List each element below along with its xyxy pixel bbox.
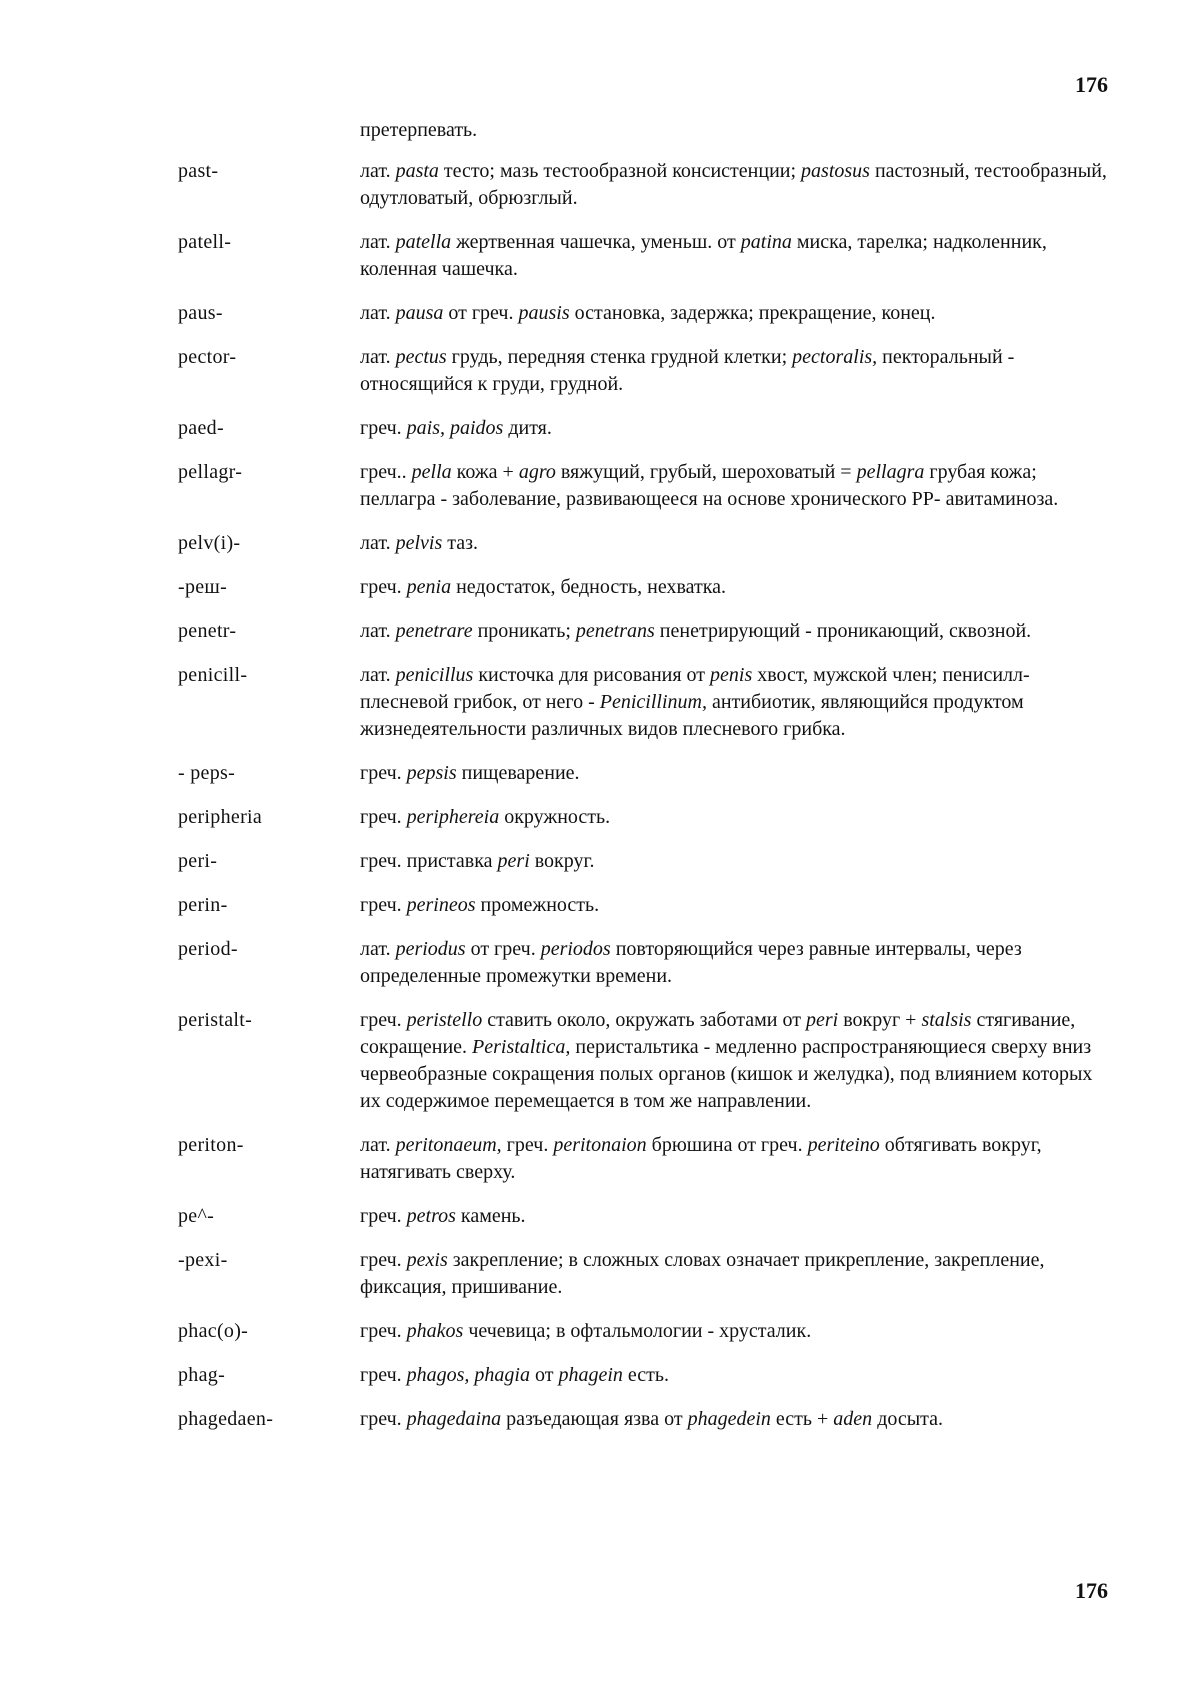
definition-text: лат. xyxy=(360,302,396,324)
entry-definition xyxy=(360,760,1108,787)
definition-text: остановка, задержка; прекращение, конец. xyxy=(569,302,936,324)
definition-latin-term: peri xyxy=(497,850,530,872)
definition-text: жертвенная чашечка, уменьш. от xyxy=(451,231,741,253)
page-number-top: 176 xyxy=(1075,72,1108,97)
entry-term: - peps- xyxy=(178,762,236,784)
definition-text: греч. xyxy=(360,1009,407,1031)
definition-latin-term: agro xyxy=(518,461,556,483)
definition-text: вяжущий, грубый, шероховатый = xyxy=(555,461,857,483)
definition-text: таз. xyxy=(442,532,478,554)
definition-text: разъедающая язва от xyxy=(501,1408,688,1430)
definition-latin-term: pectus xyxy=(395,346,447,368)
definition-text: греч. xyxy=(360,806,407,828)
dictionary-entry xyxy=(178,1318,1108,1345)
definition-text: греч. xyxy=(360,1249,407,1271)
definition-latin-term: pausa xyxy=(395,302,444,324)
entry-definition xyxy=(360,618,1108,645)
entry-term: -pexi- xyxy=(178,1249,228,1271)
definition-text: лат. xyxy=(360,1134,396,1156)
definition-text: вокруг + xyxy=(838,1009,922,1031)
definition-text: грудь, передняя стенка грудной клетки; xyxy=(446,346,793,368)
entry-definition xyxy=(360,1203,1108,1230)
entry-definition xyxy=(360,936,1108,990)
definition-latin-term: peritonaeum, xyxy=(395,1134,502,1156)
definition-text: греч. xyxy=(360,1408,407,1430)
definition-text: антибиотик, являющийся продуктом жизнедеятельности различных видов плесневого грибка. xyxy=(360,691,1024,740)
definition-text: лат. xyxy=(360,664,396,686)
entry-definition xyxy=(360,804,1108,831)
dictionary-entry xyxy=(178,1132,1108,1186)
definition-text: ставить около, окружать заботами от xyxy=(482,1009,806,1031)
entry-definition xyxy=(360,1007,1108,1115)
entry-term: pelv(i)- xyxy=(178,532,241,554)
definition-text: кожа + xyxy=(451,461,519,483)
entry-definition xyxy=(360,1132,1108,1186)
entry-term: period- xyxy=(178,938,238,960)
definition-latin-term: pexis xyxy=(406,1249,448,1271)
definition-text: пенетрирующий - проникающий, сквозной. xyxy=(654,620,1032,642)
definition-text: обтягивать вокруг, натягивать сверху. xyxy=(360,1134,1042,1183)
entry-term: peri- xyxy=(178,850,218,872)
entry-term: pe^- xyxy=(178,1205,215,1227)
entry-definition xyxy=(360,300,1108,327)
entry-term: pellagr- xyxy=(178,461,243,483)
definition-latin-term: perineos xyxy=(406,894,476,916)
definition-text: пекторальный - относящийся к груди, грудной. xyxy=(360,346,1015,395)
entry-list xyxy=(178,158,1108,1433)
entry-definition xyxy=(360,892,1108,919)
definition-text: чечевица; в офтальмологии - хрусталик. xyxy=(463,1320,812,1342)
definition-text: вокруг. xyxy=(529,850,595,872)
definition-text: от греч. xyxy=(443,302,519,324)
definition-latin-term: penetrans xyxy=(575,620,655,642)
definition-latin-term: Peristaltica, xyxy=(472,1036,571,1058)
entry-definition xyxy=(360,662,1108,743)
dictionary-entry xyxy=(178,344,1108,398)
entry-definition xyxy=(360,530,1108,557)
definition-latin-term: aden xyxy=(833,1408,873,1430)
definition-text: лат. xyxy=(360,620,396,642)
page-number-bottom: 176 xyxy=(1075,1578,1108,1603)
entry-definition xyxy=(360,1247,1108,1301)
definition-latin-term: penicillus xyxy=(395,664,474,686)
definition-latin-term: periteino xyxy=(807,1134,880,1156)
entry-term: peristalt- xyxy=(178,1009,253,1031)
dictionary-entry xyxy=(178,300,1108,327)
definition-text: дитя. xyxy=(503,417,552,439)
definition-text: греч. xyxy=(360,1320,407,1342)
definition-latin-term: petros xyxy=(406,1205,456,1227)
entry-term: perin- xyxy=(178,894,228,916)
dictionary-entry xyxy=(178,760,1108,787)
definition-text: повторяющийся через равные интервалы, через определенные промежутки времени. xyxy=(360,938,1022,987)
definition-latin-term: periphereia xyxy=(406,806,500,828)
entry-term: past- xyxy=(178,160,219,182)
definition-text: лат. xyxy=(360,346,396,368)
dictionary-entry xyxy=(178,848,1108,875)
definition-text: проникать; xyxy=(472,620,576,642)
definition-text: окружность. xyxy=(499,806,611,828)
entry-definition xyxy=(360,415,1108,442)
definition-latin-term: peristello xyxy=(406,1009,483,1031)
definition-text: миска, тарелка; надколенник, коленная чашечка. xyxy=(360,231,1047,280)
dictionary-entry xyxy=(178,229,1108,283)
entry-term: phagedaen- xyxy=(178,1408,274,1430)
definition-text: от греч. xyxy=(465,938,541,960)
definition-latin-term: pellagra xyxy=(856,461,925,483)
entry-definition xyxy=(360,1318,1108,1345)
definition-text: лат. xyxy=(360,231,396,253)
entry-term: penicill- xyxy=(178,664,248,686)
entry-definition xyxy=(360,344,1108,398)
dictionary-entry xyxy=(178,1247,1108,1301)
continuation-text: претерпевать. xyxy=(360,119,478,141)
dictionary-entry xyxy=(178,459,1108,513)
definition-text: тесто; мазь тестообразной консистенции; xyxy=(438,160,802,182)
dictionary-entry xyxy=(178,936,1108,990)
dictionary-entries xyxy=(178,117,1108,1450)
definition-latin-term: patella xyxy=(395,231,452,253)
entry-term: paed- xyxy=(178,417,224,439)
definition-text: кисточка для рисования от xyxy=(473,664,711,686)
definition-text: брюшина от греч. xyxy=(646,1134,808,1156)
definition-latin-term: periodos xyxy=(540,938,611,960)
definition-latin-term: patina xyxy=(740,231,792,253)
definition-text: греч. xyxy=(360,1205,407,1227)
entry-definition xyxy=(360,158,1108,212)
definition-text: промежность. xyxy=(475,894,600,916)
entry-term: patell- xyxy=(178,231,232,253)
definition-text: греч. xyxy=(360,417,407,439)
dictionary-entry xyxy=(178,530,1108,557)
definition-text: есть + xyxy=(770,1408,834,1430)
definition-text: греч. xyxy=(501,1134,554,1156)
entry-term: peripheria xyxy=(178,806,263,828)
definition-text: греч. приставка xyxy=(360,850,498,872)
dictionary-entry xyxy=(178,662,1108,743)
entry-definition xyxy=(360,1406,1108,1433)
definition-latin-term: penis xyxy=(710,664,753,686)
definition-latin-term: peritonaion xyxy=(553,1134,647,1156)
dictionary-entry xyxy=(178,804,1108,831)
definition-latin-term: pastosus xyxy=(801,160,870,182)
definition-latin-term: phagein xyxy=(558,1364,623,1386)
definition-latin-term: pausis xyxy=(518,302,570,324)
definition-latin-term: pepsis xyxy=(406,762,457,784)
definition-text: от xyxy=(529,1364,559,1386)
definition-text: лат. xyxy=(360,160,396,182)
definition-latin-term: phagos, phagia xyxy=(406,1364,530,1386)
dictionary-entry xyxy=(178,1362,1108,1389)
dictionary-entry xyxy=(178,892,1108,919)
definition-text: хвост, мужской член; пенисилл- плесневой грибок, от него - xyxy=(360,664,1030,713)
entry-term: phac(o)- xyxy=(178,1320,249,1342)
entry-term: pector- xyxy=(178,346,237,368)
definition-text: лат. xyxy=(360,938,396,960)
definition-text: камень. xyxy=(455,1205,526,1227)
definition-text: есть. xyxy=(622,1364,670,1386)
definition-latin-term: pectoralis, xyxy=(792,346,878,368)
entry-term: paus- xyxy=(178,302,223,324)
dictionary-entry xyxy=(178,574,1108,601)
definition-text: перистальтика - медленно распространяющиеся сверху вниз червеобразные сокращения полых органов (кишок и желудка), под влиянием которых их содержимое перемещается в том же направлении. xyxy=(360,1036,1093,1112)
entry-definition xyxy=(360,229,1108,283)
definition-latin-term: pais, paidos xyxy=(406,417,504,439)
definition-text: стягивание, сокращение. xyxy=(360,1009,1076,1058)
definition-text: пастозный, тестообразный, одутловатый, обрюзглый. xyxy=(360,160,1107,209)
entry-definition xyxy=(360,459,1108,513)
entry-term: periton- xyxy=(178,1134,244,1156)
definition-latin-term: pella xyxy=(411,461,452,483)
definition-text: греч. xyxy=(360,762,407,784)
entry-definition xyxy=(360,1362,1108,1389)
definition-text: пищеварение. xyxy=(456,762,580,784)
definition-latin-term: phagedaina xyxy=(406,1408,502,1430)
entry-term: penetr- xyxy=(178,620,237,642)
definition-latin-term: periodus xyxy=(395,938,466,960)
definition-text: закрепление; в сложных словах означает прикрепление, закрепление, фиксация, пришивание. xyxy=(360,1249,1045,1298)
definition-text: греч. xyxy=(360,894,407,916)
definition-text: греч. xyxy=(360,576,407,598)
definition-latin-term: Penicillinum, xyxy=(599,691,707,713)
definition-text: грубая кожа; пеллагра - заболевание, развивающееся на основе хронического РР- авитаминоза. xyxy=(360,461,1059,510)
definition-latin-term: stalsis xyxy=(921,1009,972,1031)
definition-text: лат. xyxy=(360,532,396,554)
dictionary-entry xyxy=(178,1406,1108,1433)
definition-text: досыта. xyxy=(872,1408,944,1430)
definition-latin-term: pelvis xyxy=(395,532,443,554)
entry-term: phag- xyxy=(178,1364,226,1386)
definition-latin-term: penetrare xyxy=(395,620,473,642)
entry-definition xyxy=(360,848,1108,875)
definition-latin-term: pasta xyxy=(395,160,439,182)
definition-latin-term: peri xyxy=(805,1009,839,1031)
definition-latin-term: penia xyxy=(406,576,452,598)
dictionary-entry xyxy=(178,618,1108,645)
dictionary-entry xyxy=(178,1203,1108,1230)
dictionary-entry xyxy=(178,415,1108,442)
dictionary-entry xyxy=(178,1007,1108,1115)
definition-latin-term: phakos xyxy=(406,1320,464,1342)
definition-text: недостаток, бедность, нехватка. xyxy=(451,576,727,598)
dictionary-entry xyxy=(178,158,1108,212)
definition-text: греч.. xyxy=(360,461,412,483)
entry-term: -реш- xyxy=(178,576,228,598)
entry-definition xyxy=(360,574,1108,601)
definition-latin-term: phagedein xyxy=(687,1408,771,1430)
definition-text: греч. xyxy=(360,1364,407,1386)
